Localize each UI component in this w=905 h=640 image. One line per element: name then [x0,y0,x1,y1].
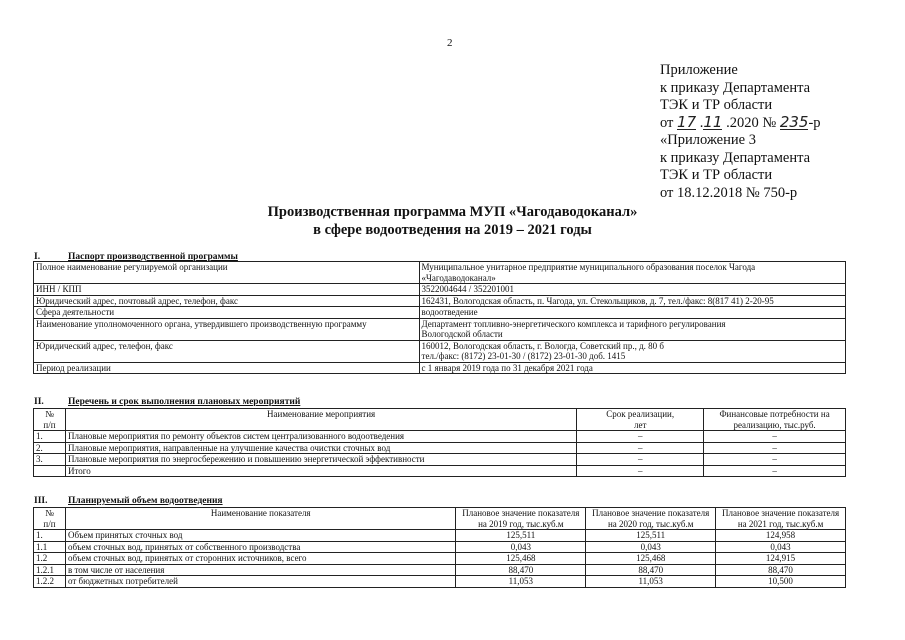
table-cell: 1. [34,530,66,542]
header-line: реализацию, тыс.руб. [733,419,816,430]
table-row [34,530,846,542]
table-cell: 0,043 [586,541,716,553]
appendix-line: ТЭК и ТР области [660,97,773,113]
column-header [577,409,704,431]
column-header: Наименование мероприятия [65,409,576,431]
column-header: Наименование показателя [65,508,455,530]
section-title: Паспорт производственной программы [68,252,238,262]
header-line: Срок реализации, [606,409,675,419]
header-line: на 2019 год, тыс.куб.м [478,518,564,529]
table-cell: с 1 января 2019 года по 31 декабря 2021 года [419,362,845,374]
table-row [34,454,846,466]
header-line: № [45,409,54,419]
header-line: лет [633,419,647,430]
table-row [34,465,846,477]
table-row [34,362,846,374]
table-cell: 88,470 [716,564,846,576]
cell-line: Вологодской области [421,329,503,339]
cell-line: тел./факс: (8172) 23-01-30 / (8172) 23-01-30 доб. 1415 [421,351,626,361]
cell-line: Муниципальное унитарное предприятие муниципального образования поселок Чагода [421,262,756,272]
table-cell [419,262,845,284]
column-header [456,508,586,530]
table-cell: 0,043 [456,541,586,553]
passport-table [33,261,846,374]
section-title: Планируемый объем водоотведения [68,496,223,506]
order-suffix: -р [808,114,821,131]
order-day: 17 [677,112,697,131]
page-number: 2 [447,37,453,49]
table-cell: Плановые мероприятия, направленные на улучшение качества очистки сточных вод [65,442,576,454]
cell-line: Департамент топливно-энергетического комплекса и тарифного регулирования [421,318,726,329]
section-number: I. [34,252,41,262]
column-header [716,508,846,530]
table-cell: 3. [34,454,66,466]
table-cell: Плановые мероприятия по ремонту объектов систем централизованного водоотведения [65,431,576,443]
header-line: п/п [43,419,56,430]
table-cell: 1.1 [34,541,66,553]
table-cell: 11,053 [586,576,716,588]
table-cell [34,465,66,477]
section-heading [34,496,223,506]
table-cell: 125,468 [456,553,586,565]
table-cell: 124,915 [716,553,846,565]
table-row [34,442,846,454]
order-sep: . [696,114,704,131]
table-cell: 10,500 [716,576,846,588]
order-prefix: от [660,114,678,131]
table-cell: – [577,442,704,454]
table-row [34,564,846,576]
table-cell: – [577,431,704,443]
title-line: в сфере водоотведения на 2019 – 2021 годы [313,222,592,238]
table-cell: 88,470 [456,564,586,576]
document-title [0,203,905,239]
table-cell: от бюджетных потребителей [65,576,455,588]
table-cell: 162431, Вологодская область, п. Чагода, ул. Стекольщиков, д. 7, тел./факс: 8(817 41) 2-20-95 [419,295,845,307]
appendix-line: «Приложение 3 [660,132,756,148]
appendix-line: Приложение [660,62,738,78]
appendix-line: от 18.12.2018 № 750-р [660,184,798,201]
table-cell: 124,958 [716,530,846,542]
order-month: 11 [703,112,723,131]
table-row [34,307,846,319]
table-cell: – [704,431,846,443]
table-cell: 3522004644 / 352201001 [419,284,845,296]
table-row [34,576,846,588]
table-cell: 125,468 [586,553,716,565]
table-cell: 0,043 [716,541,846,553]
table-cell: – [704,454,846,466]
header-line: Плановое значение показателя [592,508,710,518]
header-line: Плановое значение показателя [721,508,840,518]
table-cell: Объем принятых сточных вод [65,530,455,542]
appendix-block [660,62,900,202]
header-line: № [45,508,54,518]
table-row [34,284,846,296]
table-cell: – [704,442,846,454]
measures-table [33,408,846,477]
table-cell: Наименование уполномоченного органа, утвердившего производственную программу [34,318,420,340]
table-cell: Юридический адрес, телефон, факс [34,340,420,362]
order-mid: .2020 № [722,114,780,131]
table-cell: в том числе от населения [65,564,455,576]
table-cell: Юридический адрес, почтовый адрес, телефон, факс [34,295,420,307]
table-header-row [34,409,846,431]
table-cell: Плановые мероприятия по энергосбережению и повышению энергетической эффективности [65,454,576,466]
table-cell: 11,053 [456,576,586,588]
appendix-line: к приказу Департамента [660,79,811,96]
section-heading [34,397,300,407]
table-cell: водоотведение [419,307,845,319]
title-line: Производственная программа МУП «Чагодаводоканал» [267,204,638,220]
table-row [34,340,846,362]
header-line: Плановое значение показателя [462,508,580,518]
table-header-row [34,508,846,530]
table-cell: Период реализации [34,362,420,374]
table-cell: Итого [65,465,576,477]
volume-table [33,507,846,588]
table-row [34,262,846,284]
table-row [34,431,846,443]
column-header [704,409,846,431]
header-line: п/п [43,518,56,529]
order-number: 235 [779,112,809,131]
table-cell: – [577,465,704,477]
section-title: Перечень и срок выполнения плановых мероприятий [68,397,301,407]
section-number: III. [34,496,48,506]
table-row [34,318,846,340]
table-row [34,553,846,565]
table-cell: Сфера деятельности [34,307,420,319]
table-cell: 1.2.2 [34,576,66,588]
table-row [34,541,846,553]
table-cell: 125,511 [456,530,586,542]
table-cell [419,318,845,340]
appendix-line: к приказу Департамента [660,149,811,166]
table-cell: 1.2 [34,553,66,565]
table-row [34,295,846,307]
table-cell: Полное наименование регулируемой организации [34,262,420,284]
table-cell: 88,470 [586,564,716,576]
table-cell: объем сточных вод, принятых от сторонних источников, всего [65,553,455,565]
table-cell: 2. [34,442,66,454]
table-cell: ИНН / КПП [34,284,420,296]
header-line: на 2020 год, тыс.куб.м [607,518,694,529]
order-date-line [660,112,900,133]
table-cell: объем сточных вод, принятых от собственного производства [65,541,455,553]
header-line: на 2021 год, тыс.куб.м [737,518,824,529]
table-cell: – [577,454,704,466]
column-header [34,508,66,530]
column-header [34,409,66,431]
appendix-line: ТЭК и ТР области [660,167,773,183]
header-line: Финансовые потребности на [719,409,830,419]
cell-line: 160012, Вологодская область, г. Вологда, Советский пр., д. 80 б [421,340,664,351]
column-header [586,508,716,530]
table-cell: 1.2.1 [34,564,66,576]
table-cell: – [704,465,846,477]
table-cell: 125,511 [586,530,716,542]
cell-line: «Чагодаводоканал» [421,272,496,283]
table-cell [419,340,845,362]
section-number: II. [34,397,44,407]
table-cell: 1. [34,431,66,443]
